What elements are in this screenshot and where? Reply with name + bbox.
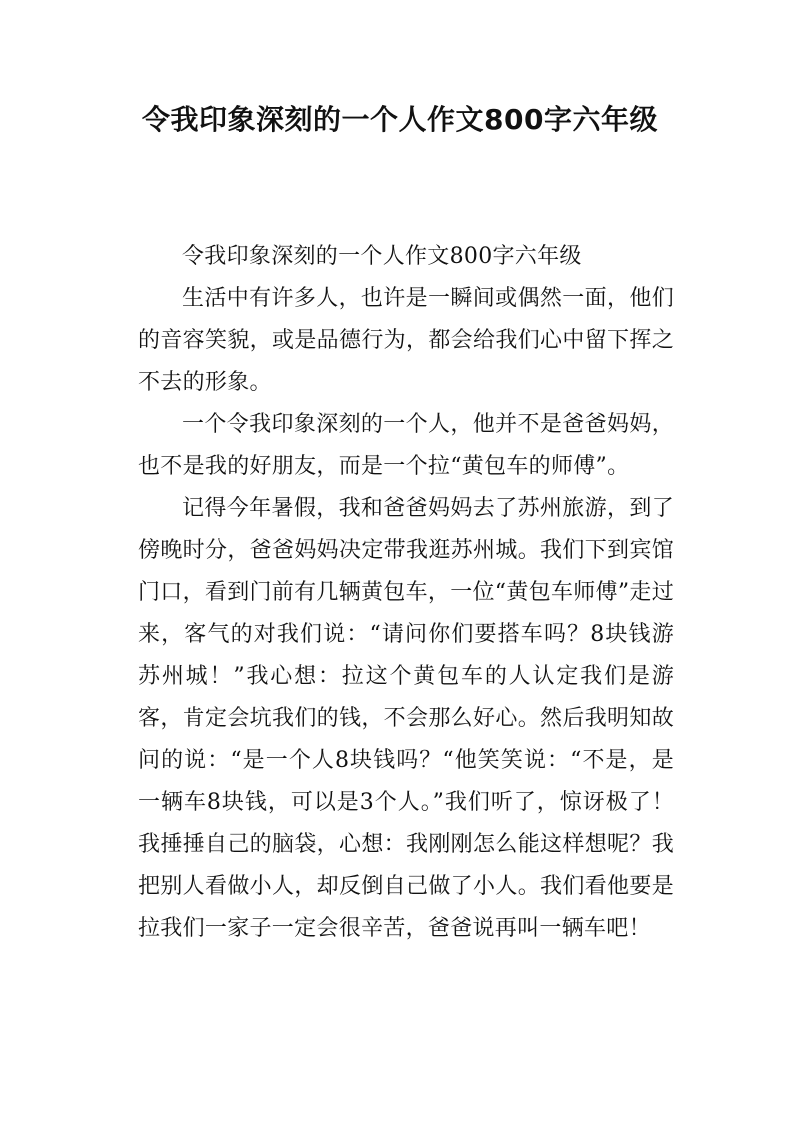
paragraph-person: 一个令我印象深刻的一个人，他并不是爸爸妈妈，也不是我的好朋友，而是一个拉“黄包车的师傅”。 xyxy=(138,412,674,479)
document-body xyxy=(138,236,674,950)
paragraph-intro: 生活中有许多人，也许是一瞬间或偶然一面，他们的音容笑貌，或是品德行为，都会给我们心中留下挥之不去的形象。 xyxy=(138,286,674,395)
document-title: 令我印象深刻的一个人作文800字六年级 xyxy=(142,103,658,136)
paragraph-subtitle: 令我印象深刻的一个人作文800字六年级 xyxy=(182,244,582,269)
paragraph-story: 记得今年暑假，我和爸爸妈妈去了苏州旅游，到了傍晚时分，爸爸妈妈决定带我逛苏州城。我们下到宾馆门口，看到门前有几辆黄包车，一位“黄包车师傅”走过来，客气的对我们说：“请问你们要搭车吗？8块钱游苏州城！”我心想：拉这个黄包车的人认定我们是游客，肯定会坑我们的钱，不会那么好心。然后我明知故问的说：“是一个人8块钱吗？“他笑笑说：“不是，是一辆车8块钱，可以是3个人。”我们听了，惊讶极了！我捶捶自己的脑袋，心想：我刚刚怎么能这样想呢？我把别人看做小人，却反倒自己做了小人。我们看他要是拉我们一家子一定会很辛苦，爸爸说再叫一辆车吧！ xyxy=(138,496,674,941)
